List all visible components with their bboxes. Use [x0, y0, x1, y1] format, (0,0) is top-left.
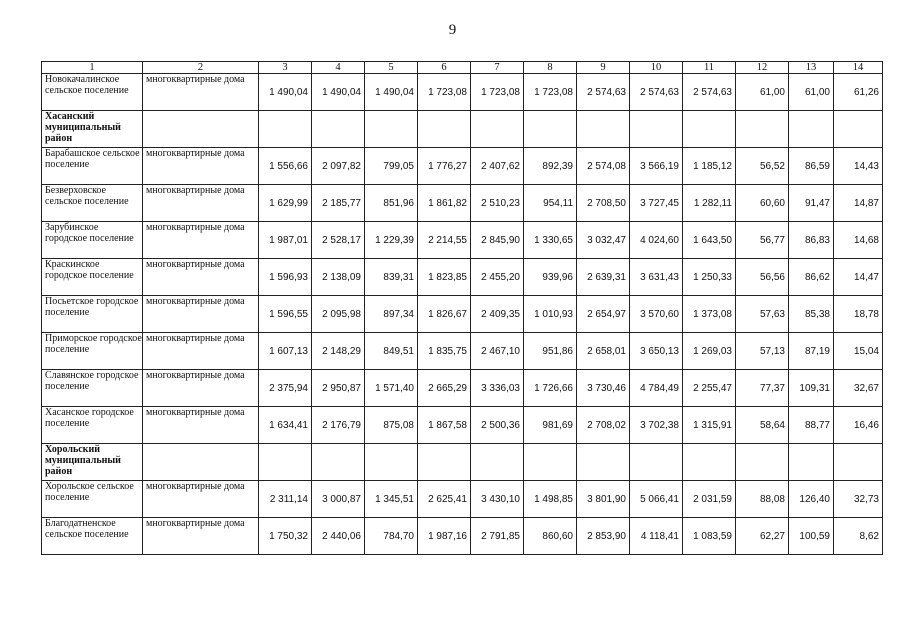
value-cell — [577, 444, 630, 481]
value-cell: 2 528,17 — [312, 222, 365, 259]
settlement-name: Благодатненское сельское поселение — [42, 518, 143, 555]
value-cell: 2 176,79 — [312, 407, 365, 444]
value-cell: 1 629,99 — [259, 185, 312, 222]
value-cell: 2 574,63 — [577, 74, 630, 111]
value-cell: 3 336,03 — [471, 370, 524, 407]
value-cell — [418, 444, 471, 481]
value-cell: 3 032,47 — [577, 222, 630, 259]
value-cell: 1 269,03 — [683, 333, 736, 370]
value-cell: 1 330,65 — [524, 222, 577, 259]
value-cell: 1 282,11 — [683, 185, 736, 222]
value-cell: 1 083,59 — [683, 518, 736, 555]
housing-type: многоквартирные дома — [143, 148, 259, 185]
settlement-name: Хорольское сельское поселение — [42, 481, 143, 518]
value-cell — [365, 444, 418, 481]
value-cell: 58,64 — [736, 407, 789, 444]
value-cell — [365, 111, 418, 148]
value-cell: 61,00 — [736, 74, 789, 111]
value-cell — [683, 111, 736, 148]
value-cell: 1 867,58 — [418, 407, 471, 444]
value-cell: 1 723,08 — [418, 74, 471, 111]
value-cell: 5 066,41 — [630, 481, 683, 518]
column-number: 11 — [683, 62, 736, 74]
value-cell: 1 861,82 — [418, 185, 471, 222]
value-cell: 16,46 — [834, 407, 883, 444]
value-cell: 1 776,27 — [418, 148, 471, 185]
value-cell: 1 229,39 — [365, 222, 418, 259]
settlement-name: Зарубинское городское поселение — [42, 222, 143, 259]
column-number: 12 — [736, 62, 789, 74]
housing-type: многоквартирные дома — [143, 296, 259, 333]
value-cell: 849,51 — [365, 333, 418, 370]
value-cell: 56,56 — [736, 259, 789, 296]
value-cell: 88,77 — [789, 407, 834, 444]
value-cell: 1 723,08 — [471, 74, 524, 111]
value-cell: 1 643,50 — [683, 222, 736, 259]
value-cell — [471, 111, 524, 148]
value-cell: 784,70 — [365, 518, 418, 555]
table-row — [42, 370, 883, 407]
value-cell: 875,08 — [365, 407, 418, 444]
value-cell: 897,34 — [365, 296, 418, 333]
value-cell — [312, 444, 365, 481]
settlement-name: Хасанское городское поселение — [42, 407, 143, 444]
column-number-row — [42, 62, 883, 74]
value-cell: 2 665,29 — [418, 370, 471, 407]
value-cell — [789, 444, 834, 481]
value-cell: 2 658,01 — [577, 333, 630, 370]
table-row — [42, 481, 883, 518]
value-cell: 15,04 — [834, 333, 883, 370]
value-cell: 1 490,04 — [312, 74, 365, 111]
value-cell: 2 097,82 — [312, 148, 365, 185]
value-cell: 981,69 — [524, 407, 577, 444]
housing-type — [143, 444, 259, 481]
value-cell: 14,43 — [834, 148, 883, 185]
value-cell: 1 596,55 — [259, 296, 312, 333]
housing-type: многоквартирные дома — [143, 481, 259, 518]
value-cell: 2 407,62 — [471, 148, 524, 185]
value-cell: 91,47 — [789, 185, 834, 222]
value-cell: 951,86 — [524, 333, 577, 370]
value-cell: 2 311,14 — [259, 481, 312, 518]
value-cell: 2 845,90 — [471, 222, 524, 259]
value-cell: 2 095,98 — [312, 296, 365, 333]
settlement-name: Хорольский муниципальный район — [42, 444, 143, 481]
column-number: 3 — [259, 62, 312, 74]
value-cell: 109,31 — [789, 370, 834, 407]
value-cell: 100,59 — [789, 518, 834, 555]
column-number: 6 — [418, 62, 471, 74]
value-cell: 1 250,33 — [683, 259, 736, 296]
value-cell: 2 625,41 — [418, 481, 471, 518]
value-cell: 2 440,06 — [312, 518, 365, 555]
settlement-name: Приморское городское поселение — [42, 333, 143, 370]
table-row — [42, 185, 883, 222]
value-cell: 2 510,23 — [471, 185, 524, 222]
value-cell: 1 315,91 — [683, 407, 736, 444]
value-cell: 61,26 — [834, 74, 883, 111]
value-cell: 2 574,63 — [630, 74, 683, 111]
tariff-table — [41, 61, 883, 555]
column-number: 4 — [312, 62, 365, 74]
value-cell: 954,11 — [524, 185, 577, 222]
value-cell — [524, 111, 577, 148]
value-cell: 1 987,16 — [418, 518, 471, 555]
value-cell: 14,87 — [834, 185, 883, 222]
table-row — [42, 148, 883, 185]
value-cell: 2 500,36 — [471, 407, 524, 444]
value-cell — [312, 111, 365, 148]
value-cell: 2 708,02 — [577, 407, 630, 444]
value-cell: 3 801,90 — [577, 481, 630, 518]
value-cell: 1 823,85 — [418, 259, 471, 296]
value-cell: 1 723,08 — [524, 74, 577, 111]
value-cell: 62,27 — [736, 518, 789, 555]
value-cell: 1 987,01 — [259, 222, 312, 259]
value-cell: 57,63 — [736, 296, 789, 333]
value-cell: 2 138,09 — [312, 259, 365, 296]
table-row — [42, 444, 883, 481]
value-cell: 860,60 — [524, 518, 577, 555]
value-cell: 3 430,10 — [471, 481, 524, 518]
value-cell: 86,59 — [789, 148, 834, 185]
value-cell — [736, 111, 789, 148]
value-cell: 799,05 — [365, 148, 418, 185]
value-cell: 939,96 — [524, 259, 577, 296]
value-cell — [259, 111, 312, 148]
page-number: 9 — [448, 22, 457, 38]
value-cell: 2 467,10 — [471, 333, 524, 370]
value-cell: 61,00 — [789, 74, 834, 111]
value-cell: 1 726,66 — [524, 370, 577, 407]
housing-type: многоквартирные дома — [143, 518, 259, 555]
column-number: 1 — [42, 62, 143, 74]
column-number: 5 — [365, 62, 418, 74]
value-cell: 2 639,31 — [577, 259, 630, 296]
value-cell: 2 853,90 — [577, 518, 630, 555]
value-cell: 32,73 — [834, 481, 883, 518]
value-cell: 3 000,87 — [312, 481, 365, 518]
value-cell: 839,31 — [365, 259, 418, 296]
value-cell: 4 784,49 — [630, 370, 683, 407]
value-cell: 1 498,85 — [524, 481, 577, 518]
value-cell: 2 791,85 — [471, 518, 524, 555]
value-cell: 8,62 — [834, 518, 883, 555]
value-cell: 1 571,40 — [365, 370, 418, 407]
value-cell: 2 148,29 — [312, 333, 365, 370]
value-cell — [577, 111, 630, 148]
value-cell: 56,52 — [736, 148, 789, 185]
housing-type: многоквартирные дома — [143, 407, 259, 444]
value-cell: 1 556,66 — [259, 148, 312, 185]
housing-type: многоквартирные дома — [143, 333, 259, 370]
table-row — [42, 518, 883, 555]
value-cell: 86,83 — [789, 222, 834, 259]
value-cell — [471, 444, 524, 481]
housing-type: многоквартирные дома — [143, 185, 259, 222]
column-number: 14 — [834, 62, 883, 74]
value-cell — [683, 444, 736, 481]
value-cell: 1 607,13 — [259, 333, 312, 370]
settlement-name: Барабашское сельское поселение — [42, 148, 143, 185]
value-cell: 60,60 — [736, 185, 789, 222]
table-row — [42, 407, 883, 444]
value-cell: 1 750,32 — [259, 518, 312, 555]
value-cell: 3 727,45 — [630, 185, 683, 222]
value-cell: 18,78 — [834, 296, 883, 333]
table-row — [42, 111, 883, 148]
value-cell: 851,96 — [365, 185, 418, 222]
value-cell: 4 024,60 — [630, 222, 683, 259]
value-cell: 892,39 — [524, 148, 577, 185]
value-cell: 1 596,93 — [259, 259, 312, 296]
column-number: 10 — [630, 62, 683, 74]
column-number: 7 — [471, 62, 524, 74]
value-cell: 1 634,41 — [259, 407, 312, 444]
value-cell — [524, 444, 577, 481]
settlement-name: Славянское городское поселение — [42, 370, 143, 407]
value-cell: 1 185,12 — [683, 148, 736, 185]
value-cell: 2 409,35 — [471, 296, 524, 333]
value-cell: 56,77 — [736, 222, 789, 259]
value-cell: 2 654,97 — [577, 296, 630, 333]
value-cell: 2 185,77 — [312, 185, 365, 222]
table-row — [42, 296, 883, 333]
column-number: 2 — [143, 62, 259, 74]
value-cell: 1 490,04 — [259, 74, 312, 111]
value-cell: 1 490,04 — [365, 74, 418, 111]
value-cell: 14,68 — [834, 222, 883, 259]
value-cell: 1 345,51 — [365, 481, 418, 518]
value-cell: 1 373,08 — [683, 296, 736, 333]
value-cell: 1 010,93 — [524, 296, 577, 333]
value-cell: 3 566,19 — [630, 148, 683, 185]
value-cell — [630, 444, 683, 481]
value-cell: 57,13 — [736, 333, 789, 370]
value-cell: 88,08 — [736, 481, 789, 518]
column-number: 13 — [789, 62, 834, 74]
settlement-name: Посьетское городское поселение — [42, 296, 143, 333]
value-cell: 85,38 — [789, 296, 834, 333]
column-number: 8 — [524, 62, 577, 74]
value-cell: 1 835,75 — [418, 333, 471, 370]
value-cell: 2 455,20 — [471, 259, 524, 296]
value-cell: 126,40 — [789, 481, 834, 518]
value-cell: 2 255,47 — [683, 370, 736, 407]
housing-type: многоквартирные дома — [143, 222, 259, 259]
housing-type: многоквартирные дома — [143, 259, 259, 296]
value-cell: 14,47 — [834, 259, 883, 296]
value-cell — [789, 111, 834, 148]
value-cell: 1 826,67 — [418, 296, 471, 333]
value-cell — [630, 111, 683, 148]
value-cell: 77,37 — [736, 370, 789, 407]
housing-type — [143, 111, 259, 148]
table-row — [42, 259, 883, 296]
value-cell: 4 118,41 — [630, 518, 683, 555]
value-cell: 2 950,87 — [312, 370, 365, 407]
value-cell: 3 570,60 — [630, 296, 683, 333]
value-cell: 2 031,59 — [683, 481, 736, 518]
value-cell — [418, 111, 471, 148]
table-row — [42, 74, 883, 111]
value-cell — [259, 444, 312, 481]
housing-type: многоквартирные дома — [143, 370, 259, 407]
settlement-name: Безверховское сельское поселение — [42, 185, 143, 222]
value-cell: 3 650,13 — [630, 333, 683, 370]
value-cell: 3 631,43 — [630, 259, 683, 296]
value-cell: 32,67 — [834, 370, 883, 407]
value-cell: 86,62 — [789, 259, 834, 296]
value-cell: 2 574,08 — [577, 148, 630, 185]
value-cell: 3 702,38 — [630, 407, 683, 444]
value-cell: 2 214,55 — [418, 222, 471, 259]
settlement-name: Новокачалинское сельское поселение — [42, 74, 143, 111]
value-cell: 2 375,94 — [259, 370, 312, 407]
value-cell: 87,19 — [789, 333, 834, 370]
value-cell — [736, 444, 789, 481]
settlement-name: Краскинское городское поселение — [42, 259, 143, 296]
column-number: 9 — [577, 62, 630, 74]
value-cell: 2 574,63 — [683, 74, 736, 111]
value-cell — [834, 111, 883, 148]
value-cell — [834, 444, 883, 481]
housing-type: многоквартирные дома — [143, 74, 259, 111]
value-cell: 3 730,46 — [577, 370, 630, 407]
value-cell: 2 708,50 — [577, 185, 630, 222]
table-row — [42, 222, 883, 259]
settlement-name: Хасанский муниципальный район — [42, 111, 143, 148]
table-row — [42, 333, 883, 370]
